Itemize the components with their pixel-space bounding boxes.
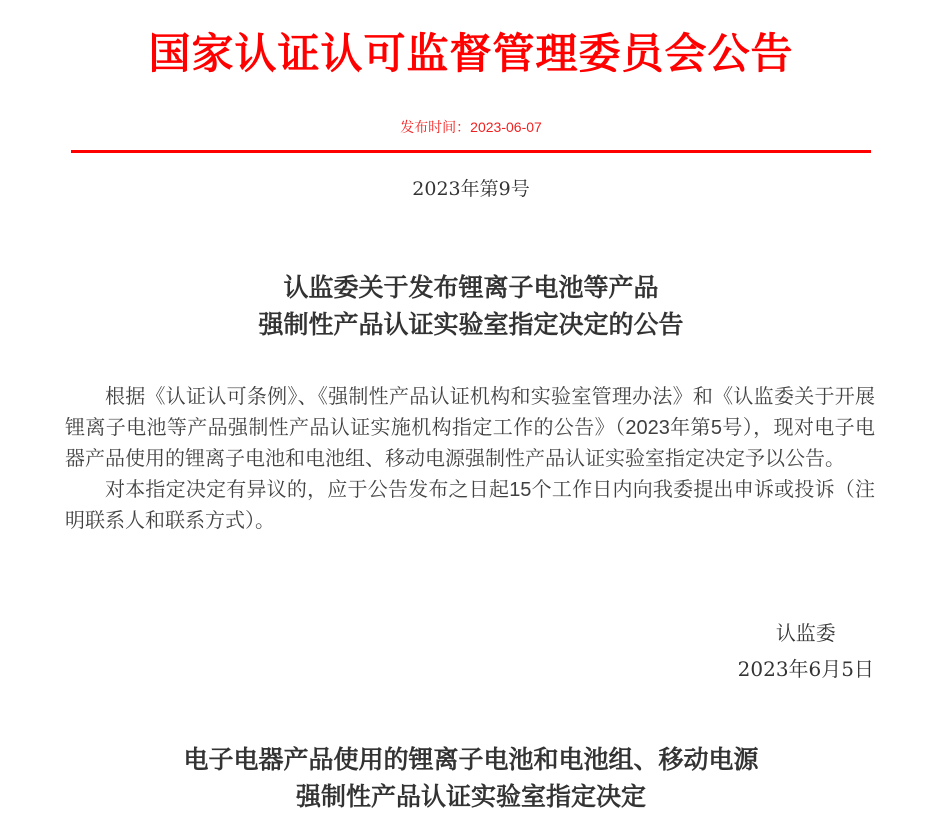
page-title: 国家认证认可监督管理委员会公告 (148, 30, 794, 77)
annex-title (0, 742, 942, 816)
annex-title-line1: 电子电器产品使用的锂离子电池和电池组、移动电源 (183, 746, 759, 774)
notice-title-line1: 认监委关于发布锂离子电池等产品 (283, 274, 659, 302)
body-text (0, 382, 942, 537)
notice-title-line2: 强制性产品认证实验室指定决定的公告 (258, 311, 684, 339)
body-paragraph: 根据《认证认可条例》、《强制性产品认证机构和实验室管理办法》和《认监委关于开展锂离子电池等产品强制性产品认证实施机构指定工作的公告》（2023年第5号），现对电子电器产品使用的锂离子电池和电池组、移动电源强制性产品认证实验室指定决定予以公告。 (65, 386, 875, 470)
red-divider-rule (71, 150, 871, 153)
body-paragraph: 对本指定决定有异议的，应于公告发布之日起15个工作日内向我委提出申诉或投诉（注明联系人和联系方式）。 (65, 479, 875, 532)
notice-title (0, 270, 942, 344)
signature-date: 2023年6月5日 (737, 657, 874, 681)
doc-number: 2023年第9号 (412, 178, 530, 200)
annex-title-line2: 强制性产品认证实验室指定决定 (295, 783, 646, 811)
signature-block (738, 615, 874, 687)
publish-date: 发布时间：2023-06-07 (400, 119, 542, 135)
signature-issuer: 认监委 (775, 621, 836, 645)
announcement-page (0, 30, 942, 838)
